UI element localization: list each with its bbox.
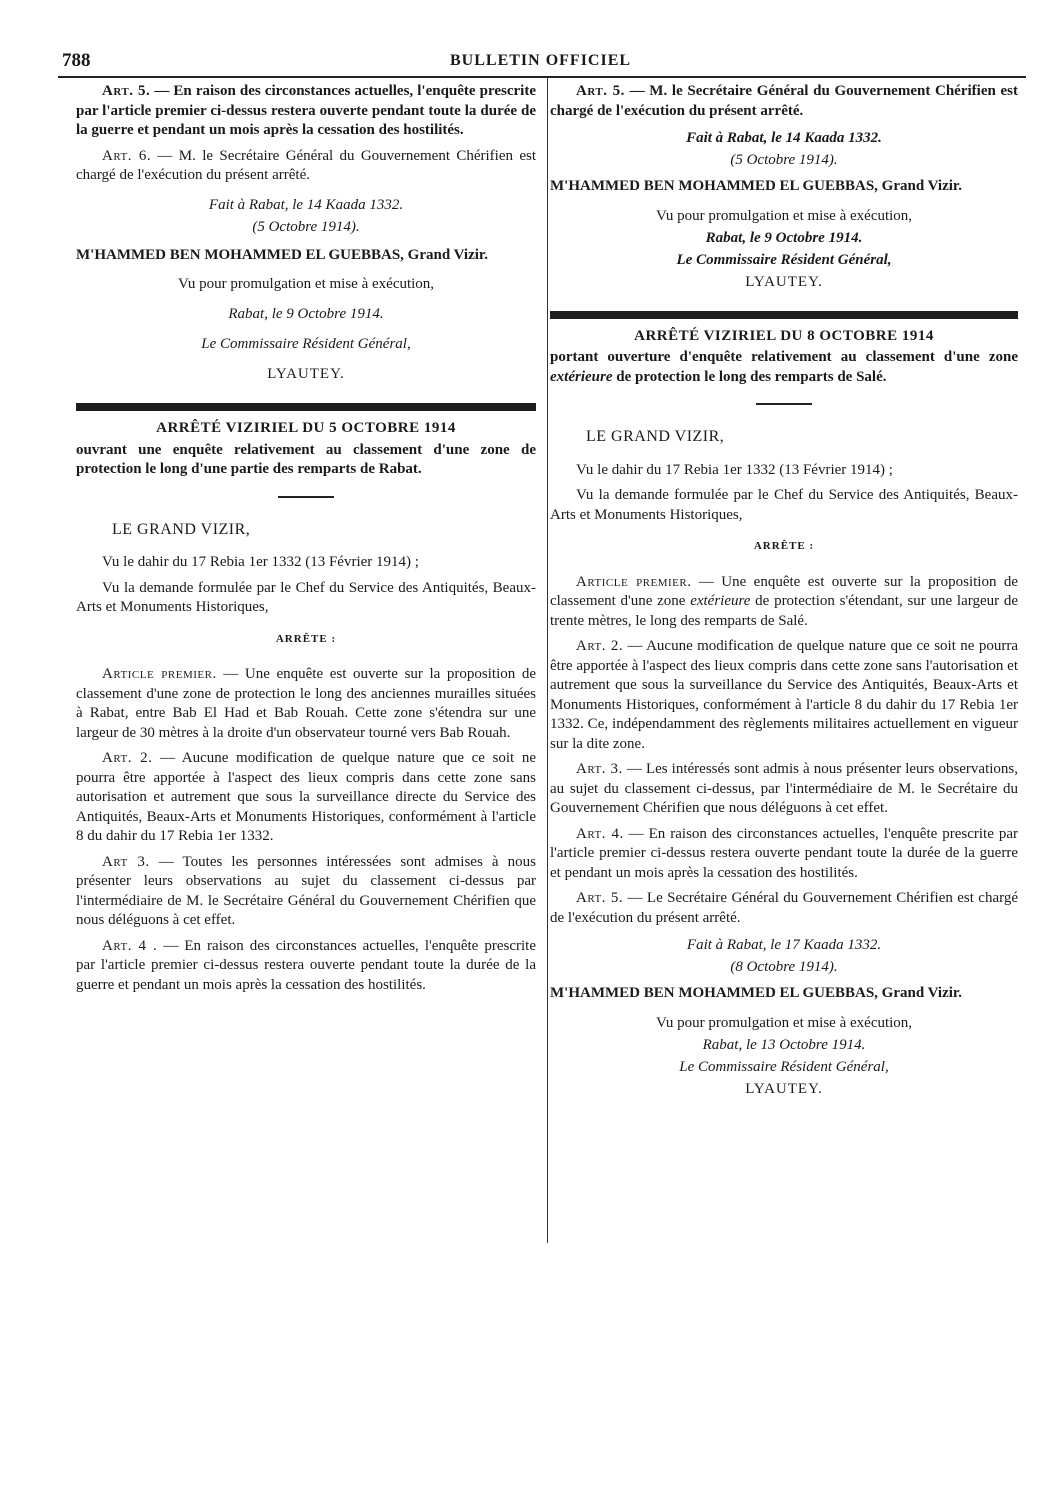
signoff-gregorian-date: (5 Octobre 1914). (252, 218, 360, 235)
resident-signature: LYAUTEY. (745, 1080, 823, 1097)
left-art2 (76, 749, 536, 847)
resident-signature: LYAUTEY. (745, 273, 823, 290)
article-text: — Aucune modification de quelque nature que ce soit ne pourra être apportée à l'aspect des lieux compris dans cette zone sans l'autorisation et autrement que sous la surveillance du Service des Antiquités, Beaux-Arts et Monuments Historiques, conformément à l'article 8 du dahir du 17 Rebia 1er 1332. Ce, indépendamment des règlements militaires actuellement en vigueur sur la dite zone. (550, 638, 1018, 752)
signoff-place-date: Fait à Rabat, le 14 Kaada 1332. (686, 130, 882, 146)
promulgation-date: Rabat, le 9 Octobre 1914. (228, 306, 384, 322)
resident-title: Le Commissaire Résident Général, (676, 251, 892, 268)
right-art3 (550, 760, 1018, 819)
left-signoff (76, 194, 536, 238)
article-tag: Art. 5. (576, 83, 625, 99)
decree-subtitle: ouvrant une enquête relativement au classement d'une zone de protection le long d'une partie des remparts de Rabat. (76, 441, 536, 477)
article-tag: Art 3. (102, 853, 150, 870)
left-column (76, 82, 536, 1001)
article-emphasis: extérieure (690, 593, 751, 609)
left-art1 (76, 665, 536, 743)
right-column (550, 82, 1018, 1100)
arrete-heading: ARRÊTE : (753, 540, 815, 552)
considerant-dahir: Vu le dahir du 17 Rebia 1er 1332 (13 Février 1914) ; (102, 554, 419, 570)
article-text: — En raison des circonstances actuelles, l'enquête prescrite par l'article premier ci-dessus restera ouverte pendant toute la durée de la guerre et pendant un mois après la cessation des hostilités. (76, 83, 536, 138)
article-tag: Art. 2. (576, 638, 624, 654)
running-head: BULLETIN OFFICIEL (450, 52, 632, 69)
article-tag: Art. 5. (102, 83, 151, 99)
resident-title: Le Commissaire Résident Général, (679, 1058, 889, 1075)
right-art2 (550, 637, 1018, 754)
left-signer: M'HAMMED BEN MOHAMMED EL GUEBBAS, Grand Vizir. (76, 246, 488, 263)
grand-vizir-heading: LE GRAND VIZIR, (112, 520, 251, 538)
article-tag: Art. 5. (576, 890, 624, 906)
article-tag: Art. 2. (102, 750, 153, 766)
decree-subtitle-part: portant ouverture d'enquête relativement au classement d'une zone (550, 349, 1018, 365)
promulgation-text: Vu pour promulgation et mise à exécution, (655, 1014, 913, 1031)
decree-subtitle-part: de protection le long des remparts de Salé. (612, 368, 887, 385)
signoff-gregorian-date: (8 Octobre 1914). (730, 959, 838, 975)
article-text: — Les intéressés sont admis à nous présenter leurs observations, au sujet du classement ci-dessus, par l'intermédiaire de M. le Secrétaire du Gouvernement Chérifien que nous déléguons à cet effet. (550, 761, 1019, 816)
decree-subtitle-emphasis: extérieure (550, 368, 613, 385)
right-promulgation (550, 205, 1018, 293)
right-signer: M'HAMMED BEN MOHAMMED EL GUEBBAS, Grand Vizir. (550, 178, 962, 194)
resident-signature: LYAUTEY. (267, 366, 345, 382)
right-art4 (550, 825, 1018, 884)
left-art3 (76, 853, 536, 931)
article-tag: Art. 3. (576, 761, 623, 777)
article-tag: Article premier. (102, 666, 217, 682)
section-rule (76, 403, 536, 411)
promulgation-text: Vu pour promulgation et mise à exécution, (655, 207, 913, 224)
decree-subtitle (550, 348, 1018, 387)
article-text: de protection s'étendant, sur une largeur de trente mètres, le long des remparts de Salé. (550, 593, 1018, 629)
short-divider (278, 496, 334, 498)
article-text: — Le Secrétaire Général du Gouvernement Chérifien est chargé de l'exécution du présent arrêté. (550, 890, 1018, 926)
article-text: — En raison des circonstances actuelles, l'enquête prescrite par l'article premier ci-dessus restera ouverte pendant toute la durée de la guerre et pendant un mois après la cessation des hostilités. (76, 937, 536, 993)
signoff-place-date: Fait à Rabat, le 14 Kaada 1332. (208, 196, 404, 213)
article-text: — Une enquête est ouverte sur la proposition de classement d'une zone (550, 573, 1019, 609)
signoff-place-date: Fait à Rabat, le 17 Kaada 1332. (686, 937, 882, 953)
right-promulgation-b (550, 1012, 1018, 1100)
left-art5 (76, 82, 536, 141)
right-art5 (550, 82, 1018, 121)
left-art4 (76, 937, 536, 996)
decree-title: ARRÊTÉ VIZIRIEL DU 8 OCTOBRE 1914 (634, 327, 934, 344)
considerant-demande: Vu la demande formulée par le Chef du Service des Antiquités, Beaux-Arts et Monuments Historiques, (550, 487, 1018, 523)
article-text: — Toutes les personnes intéressées sont admises à nous présenter leurs observations au sujet du classement ci-dessus par l'intermédiaire de M. le Secrétaire Général du Gouvernement Chérifien que nous déléguons à cet effet. (76, 853, 537, 928)
decree-title: ARRÊTÉ VIZIRIEL DU 5 OCTOBRE 1914 (156, 420, 456, 436)
page-number: 788 (62, 50, 91, 71)
considerant-dahir: Vu le dahir du 17 Rebia 1er 1332 (13 Février 1914) ; (576, 461, 893, 478)
right-signoff (550, 127, 1018, 171)
article-tag: Article premier. (576, 573, 692, 590)
article-tag: Art. 4 . (102, 937, 158, 954)
short-divider (756, 403, 812, 405)
grand-vizir-heading: LE GRAND VIZIR, (586, 428, 725, 445)
right-art5b (550, 889, 1018, 928)
article-text: — M. le Secrétaire Général du Gouvernement Chérifien est chargé de l'exécution du présent arrêté. (550, 83, 1018, 119)
left-art6 (76, 147, 536, 186)
resident-title: Le Commissaire Résident Général, (201, 336, 411, 352)
article-text: — Une enquête est ouverte sur la proposition de classement d'une zone de protection le long des anciennes murailles situées à Rabat, entre Bab El Had et Bab Rouah. Cette zone s'étendra sur une largeur de 30 mètres à la droite d'un observateur tourné vers Bab Rouah. (76, 666, 537, 741)
header-rule (58, 76, 1026, 78)
left-promulgation (76, 273, 536, 385)
signoff-gregorian-date: (5 Octobre 1914). (730, 152, 838, 168)
article-text: — M. le Secrétaire Général du Gouvernement Chérifien est chargé de l'exécution du présent arrêté. (76, 147, 536, 183)
right-art1 (550, 573, 1018, 632)
right-signer-b: M'HAMMED BEN MOHAMMED EL GUEBBAS, Grand Vizir. (550, 985, 962, 1001)
article-text: — En raison des circonstances actuelles, l'enquête prescrite par l'article premier ci-dessus restera ouverte pendant toute la durée de la guerre et pendant un mois après la cessation des hostilités. (550, 825, 1018, 881)
article-text: — Aucune modification de quelque nature que ce soit ne pourra être apportée à l'aspect des lieux compris dans cette zone sans autorisation et autrement que sous la surveillance directe du Service des Antiquités, Beaux-Arts et Monuments Historiques, conformément à l'article 8 du dahir du 17 Rebia 1er 1332. (76, 750, 536, 844)
column-divider (547, 78, 548, 1243)
arrete-heading: ARRÊTE : (275, 632, 337, 645)
promulgation-date: Rabat, le 9 Octobre 1914. (705, 229, 863, 246)
promulgation-text: Vu pour promulgation et mise à exécution, (177, 276, 435, 292)
section-rule (550, 311, 1018, 319)
considerant-demande: Vu la demande formulée par le Chef du Service des Antiquités, Beaux-Arts et Monuments Historiques, (76, 579, 536, 615)
article-tag: Art. 6. (102, 147, 152, 164)
article-tag: Art. 4. (576, 825, 624, 842)
right-signoff-b (550, 934, 1018, 978)
promulgation-date: Rabat, le 13 Octobre 1914. (702, 1036, 866, 1053)
